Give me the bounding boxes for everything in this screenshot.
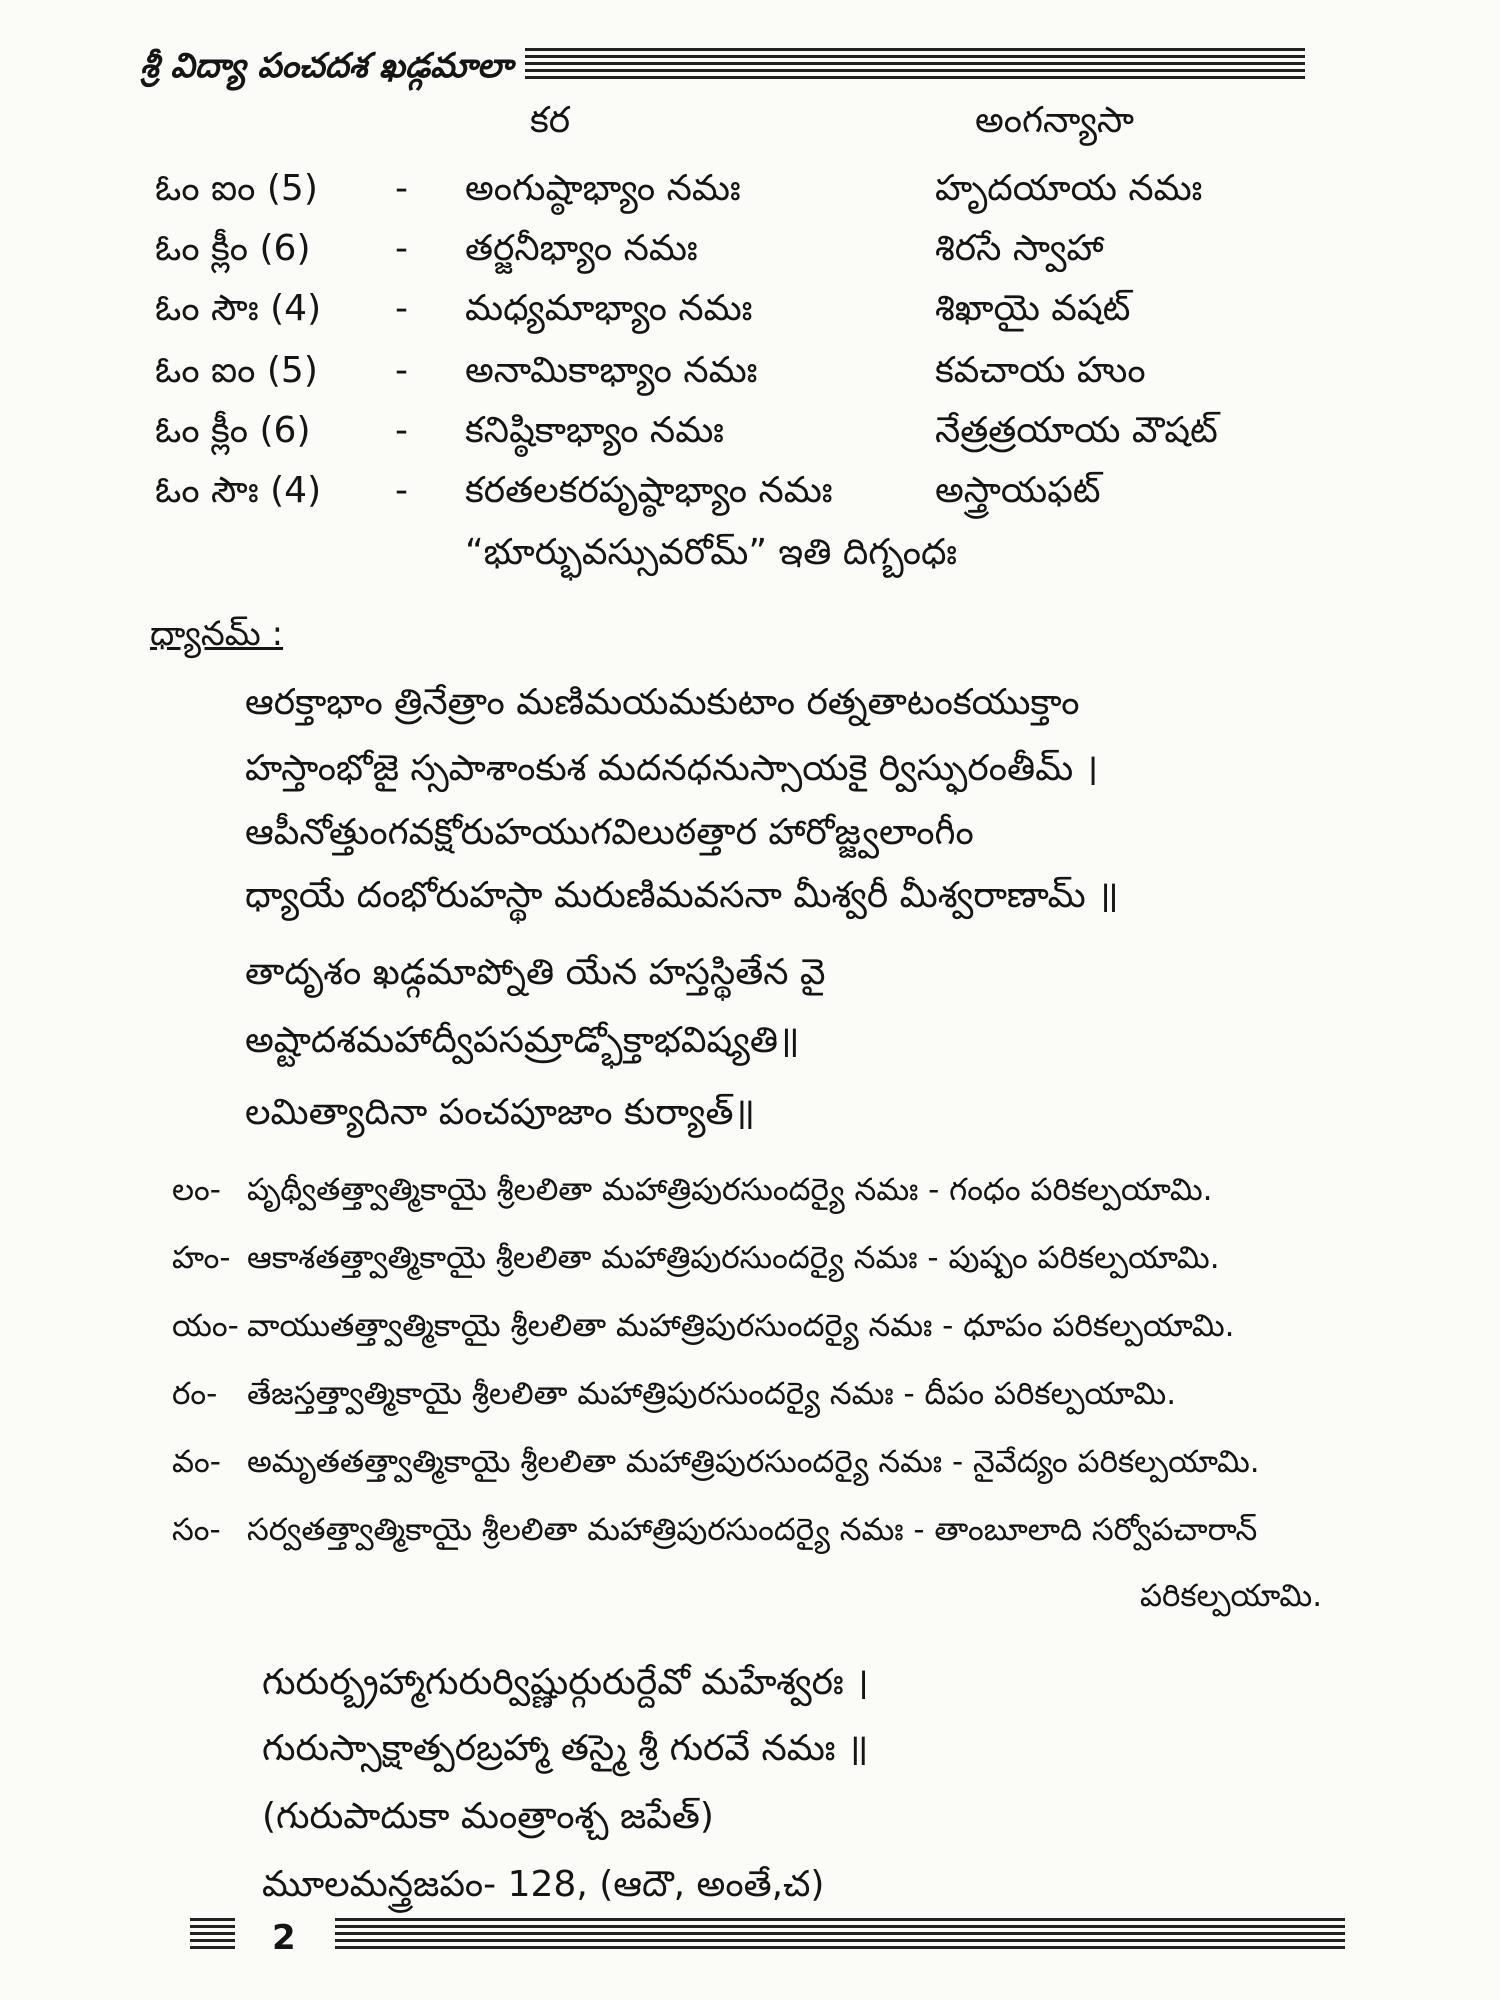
kara-cell: కనిష్ఠికాభ్యాం నమః (465, 410, 724, 451)
puja-text: పృథ్వీతత్త్వాత్మికాయై శ్రీలలితా మహాత్రిపురసుందర్యై నమః - గంధం పరికల్పయామి. (247, 1172, 1213, 1208)
nyasa-row (155, 410, 1355, 468)
dash: - (395, 470, 408, 511)
kara-cell: కరతలకరపృష్ఠాభ్యాం నమః (465, 470, 833, 511)
puja-bija: హం- (172, 1240, 231, 1276)
header-rule-lines (525, 48, 1305, 83)
bija-cell: ఓం ఐం (5) (155, 168, 318, 209)
dash: - (395, 410, 408, 451)
dash: - (395, 350, 408, 391)
bija-cell: ఓం క్లీం (6) (155, 228, 311, 269)
bija-cell: ఓం క్లీం (6) (155, 410, 311, 451)
kara-cell: తర్జనీభ్యాం నమః (465, 228, 698, 269)
dash: - (395, 288, 408, 329)
puja-line (172, 1172, 1213, 1215)
nyasa-row (155, 228, 1355, 286)
bija-cell: ఓం ఐం (5) (155, 350, 318, 391)
verse-line: హస్తాంభోజై స్సపాశాంకుశ మదనధనుస్సాయకై ర్విస్ఫురంతీమ్ । (245, 748, 1099, 789)
verse-line: ఆపీనోత్తుంగవక్షోరుహయుగవిలుఠత్తార హారోజ్జ్వలాంగీం (245, 812, 974, 853)
verse-line: అష్టాదశమహాద్వీపసమ్రాడ్భోక్తాభవిష్యతి॥ (245, 1020, 800, 1061)
bija-cell: ఓం సౌః (4) (155, 288, 322, 329)
page-number: 2 (272, 1918, 296, 1958)
puja-line (172, 1376, 1176, 1419)
running-head-title: శ్రీ విద్యా పంచదశ ఖడ్గమాలా (140, 46, 513, 86)
puja-line (172, 1512, 1257, 1555)
dhyanam-heading: ధ్యానమ్ : (150, 614, 284, 654)
guru-verse-line: గురుర్బ్రహ్మాగురుర్విష్ణుర్గురుర్దేవో మహేశ్వరః । (262, 1662, 869, 1703)
puja-line (172, 1240, 1220, 1283)
kara-cell: మధ్యమాభ్యాం నమః (465, 288, 753, 329)
footer-rule-short (190, 1918, 235, 1953)
guru-verse-line: మూలమన్త్రజపం- 128, (ఆదౌ, అంతే,చ) (262, 1864, 825, 1905)
nyasa-row (155, 288, 1355, 346)
puja-line (172, 1444, 1260, 1487)
nyasa-row (155, 470, 1355, 528)
puja-line (172, 1308, 1234, 1351)
nyasa-row (155, 350, 1355, 408)
puja-text: తేజస్తత్త్వాత్మికాయై శ్రీలలితా మహాత్రిపురసుందర్యై నమః - దీపం పరికల్పయామి. (247, 1376, 1177, 1412)
puja-bija: లం- (172, 1172, 221, 1208)
puja-bija: రం- (172, 1376, 218, 1412)
dash: - (395, 168, 408, 209)
verse-line: లమిత్యాదినా పంచపూజాం కుర్యాత్॥ (245, 1092, 756, 1133)
verse-line: ధ్యాయే దంభోరుహస్థా మరుణిమవసనా మీశ్వరీ మీశ్వరాణామ్ ॥ (245, 875, 1119, 916)
anganyasa-cell: అస్త్రాయఫట్ (935, 470, 1101, 511)
puja-bija: యం- (172, 1308, 239, 1344)
puja-text: ఆకాశతత్త్వాత్మికాయై శ్రీలలితా మహాత్రిపురసుందర్యై నమః - పుష్పం పరికల్పయామి. (247, 1240, 1220, 1276)
puja-text: సర్వతత్త్వాత్మికాయై శ్రీలలితా మహాత్రిపురసుందర్యై నమః - తాంబూలాది సర్వోపచారాన్ (247, 1512, 1258, 1548)
footer-rule-long (335, 1918, 1345, 1953)
anganyasa-cell: కవచాయ హుం (935, 350, 1146, 391)
anganyasa-cell: శిరసే స్వాహా (935, 228, 1104, 269)
puja-bija: సం- (172, 1512, 221, 1548)
nyasa-row (155, 168, 1355, 226)
puja-text: అమృతతత్త్వాత్మికాయై శ్రీలలితా మహాత్రిపురసుందర్యై నమః - నైవేద్యం పరికల్పయామి. (247, 1444, 1260, 1480)
anganyasa-cell: శిఖాయై వషట్ (935, 288, 1131, 329)
puja-tail: పరికల్పయామి. (1140, 1578, 1323, 1614)
kara-cell: అనామికాభ్యాం నమః (465, 350, 758, 391)
verse-line: తాదృశం ఖడ్గమాప్నోతి యేన హస్తస్థితేన వై (245, 952, 826, 993)
column-heading-anganyasa: అంగన్యాసా (975, 100, 1135, 141)
guru-verse-line: (గురుపాదుకా మంత్రాంశ్చ జపేత్) (262, 1796, 714, 1837)
verse-line: ఆరక్తాభాం త్రినేత్రాం మణిమయమకుటాం రత్నతాటంకయుక్తాం (245, 682, 1080, 723)
puja-text: వాయుతత్త్వాత్మికాయై శ్రీలలితా మహాత్రిపురసుందర్యై నమః - ధూపం పరికల్పయామి. (247, 1308, 1235, 1344)
guru-verse-line: గురుస్సాక్షాత్పరబ్రహ్మా తస్మై శ్రీ గురవే నమః ॥ (262, 1728, 869, 1769)
column-heading-kara: కర (530, 100, 571, 141)
dash: - (395, 228, 408, 269)
puja-bija: వం- (172, 1444, 221, 1480)
digbandha-line: “భూర్భువస్సువరోమ్” ఇతి దిగ్బంధః (465, 532, 958, 573)
anganyasa-cell: హృదయాయ నమః (935, 168, 1203, 209)
anganyasa-cell: నేత్రత్రయాయ వౌషట్ (935, 410, 1218, 451)
bija-cell: ఓం సౌః (4) (155, 470, 322, 511)
kara-cell: అంగుష్ఠాభ్యాం నమః (465, 168, 741, 209)
